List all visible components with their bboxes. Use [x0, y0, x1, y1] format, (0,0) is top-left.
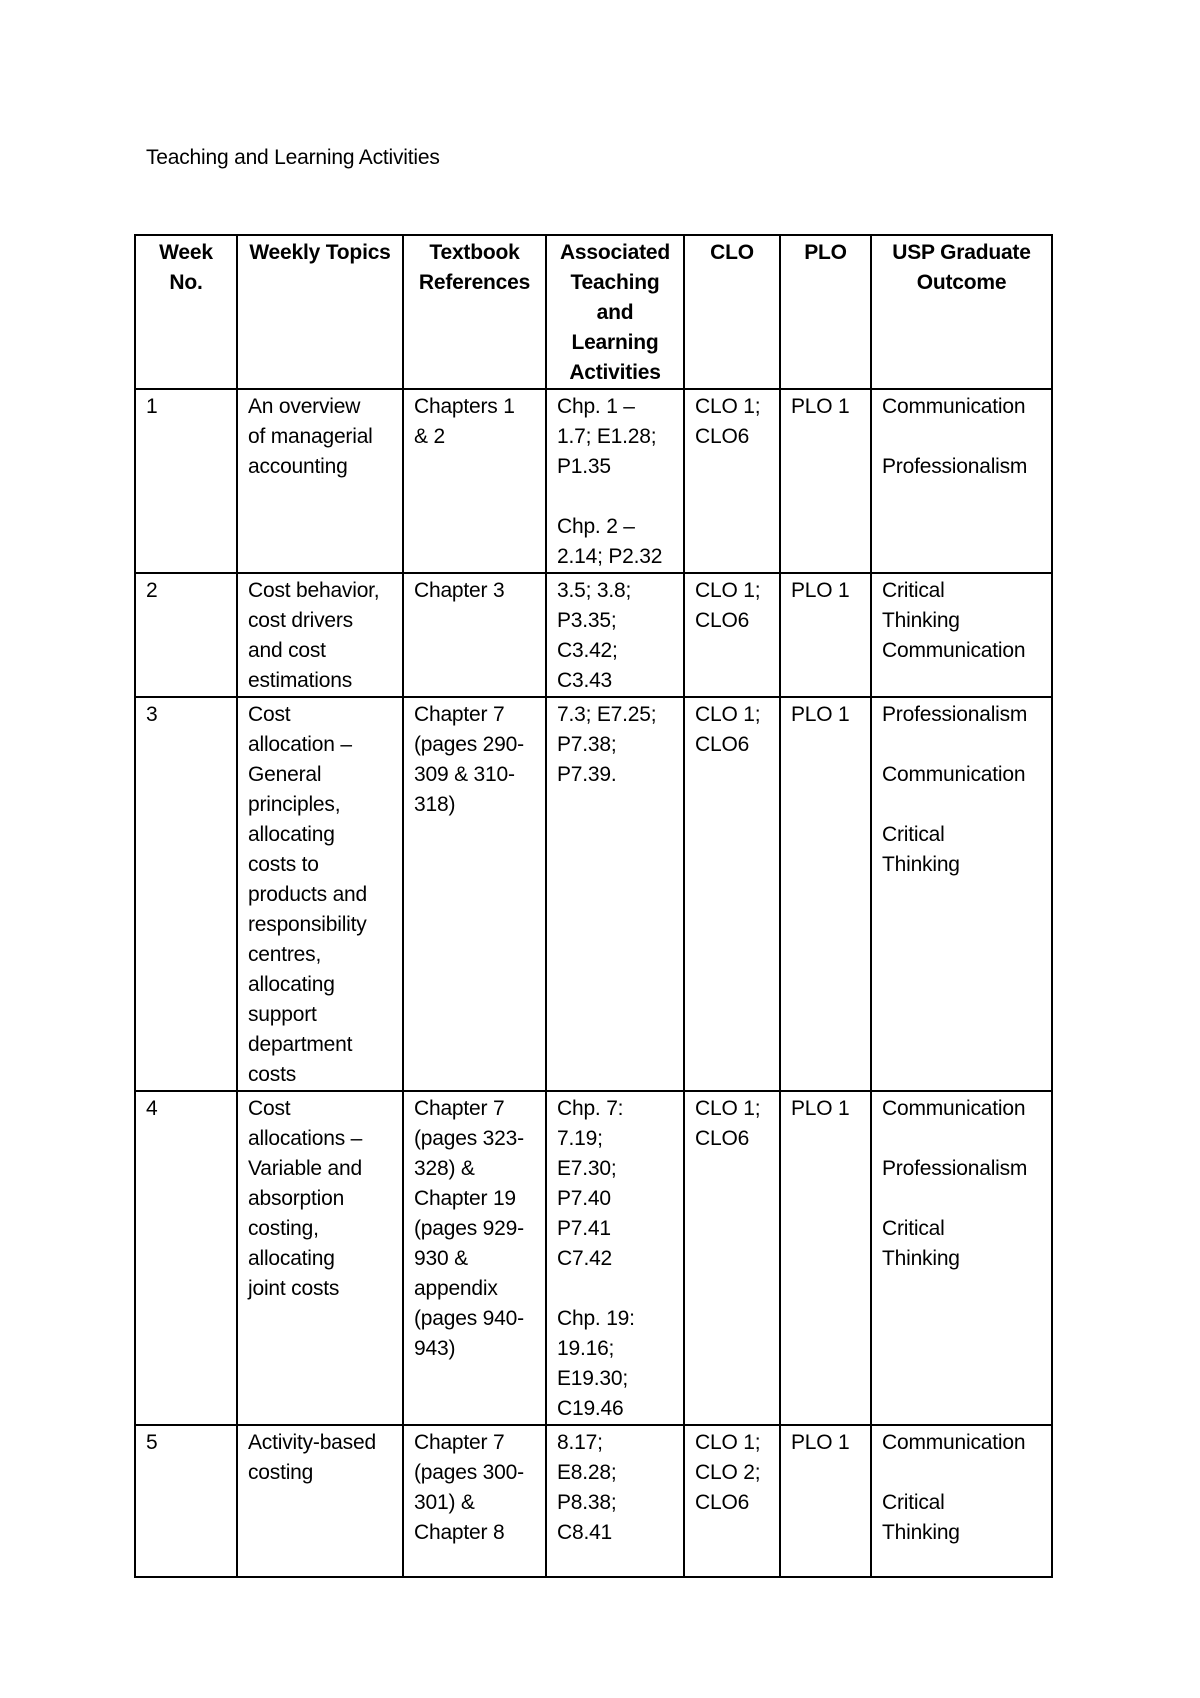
table-row	[135, 697, 1052, 1091]
header-weekly-topics: Weekly Topics	[237, 235, 403, 389]
header-graduate-outcome: USP Graduate Outcome	[871, 235, 1052, 389]
table-row	[135, 573, 1052, 697]
cell-graduate-outcome: Critical Thinking Communication	[871, 573, 1052, 697]
table-header-row	[135, 235, 1052, 389]
cell-plo: PLO 1	[780, 697, 871, 1091]
page-title: Teaching and Learning Activities	[146, 146, 440, 169]
cell-textbook-reference: Chapter 3	[403, 573, 546, 697]
cell-weekly-topic: An overview of managerial accounting	[237, 389, 403, 573]
cell-week-no: 3	[135, 697, 237, 1091]
cell-textbook-reference: Chapter 7 (pages 300- 301) & Chapter 8	[403, 1425, 546, 1577]
cell-clo: CLO 1; CLO6	[684, 697, 780, 1091]
cell-plo: PLO 1	[780, 1425, 871, 1577]
cell-graduate-outcome: Communication Professionalism	[871, 389, 1052, 573]
cell-graduate-outcome: Communication Professionalism Critical Thinking	[871, 1091, 1052, 1425]
cell-plo: PLO 1	[780, 1091, 871, 1425]
cell-activities: Chp. 1 – 1.7; E1.28; P1.35 Chp. 2 – 2.14; P2.32	[546, 389, 684, 573]
header-associated-activities: Associated Teaching and Learning Activities	[546, 235, 684, 389]
cell-week-no: 4	[135, 1091, 237, 1425]
table-row	[135, 1091, 1052, 1425]
cell-weekly-topic: Activity-based costing	[237, 1425, 403, 1577]
teaching-activities-table	[134, 234, 1053, 1578]
cell-plo: PLO 1	[780, 573, 871, 697]
cell-weekly-topic: Cost allocation – General principles, allocating costs to products and responsibility centres, allocating support department costs	[237, 697, 403, 1091]
cell-textbook-reference: Chapters 1 & 2	[403, 389, 546, 573]
cell-activities: 8.17; E8.28; P8.38; C8.41	[546, 1425, 684, 1577]
cell-textbook-reference: Chapter 7 (pages 290- 309 & 310- 318)	[403, 697, 546, 1091]
cell-weekly-topic: Cost behavior, cost drivers and cost estimations	[237, 573, 403, 697]
cell-weekly-topic: Cost allocations – Variable and absorption costing, allocating joint costs	[237, 1091, 403, 1425]
cell-clo: CLO 1; CLO6	[684, 389, 780, 573]
header-week-no: Week No.	[135, 235, 237, 389]
cell-activities: 7.3; E7.25; P7.38; P7.39.	[546, 697, 684, 1091]
cell-textbook-reference: Chapter 7 (pages 323- 328) & Chapter 19 (pages 929- 930 & appendix (pages 940- 943)	[403, 1091, 546, 1425]
header-plo: PLO	[780, 235, 871, 389]
cell-clo: CLO 1; CLO 2; CLO6	[684, 1425, 780, 1577]
cell-week-no: 1	[135, 389, 237, 573]
cell-activities: 3.5; 3.8; P3.35; C3.42; C3.43	[546, 573, 684, 697]
cell-clo: CLO 1; CLO6	[684, 573, 780, 697]
header-textbook-references: Textbook References	[403, 235, 546, 389]
cell-graduate-outcome: Communication Critical Thinking	[871, 1425, 1052, 1577]
cell-clo: CLO 1; CLO6	[684, 1091, 780, 1425]
table-row	[135, 1425, 1052, 1577]
cell-graduate-outcome: Professionalism Communication Critical Thinking	[871, 697, 1052, 1091]
cell-week-no: 5	[135, 1425, 237, 1577]
header-clo: CLO	[684, 235, 780, 389]
cell-week-no: 2	[135, 573, 237, 697]
cell-plo: PLO 1	[780, 389, 871, 573]
cell-activities: Chp. 7: 7.19; E7.30; P7.40 P7.41 C7.42 Chp. 19: 19.16; E19.30; C19.46	[546, 1091, 684, 1425]
table-row	[135, 389, 1052, 573]
